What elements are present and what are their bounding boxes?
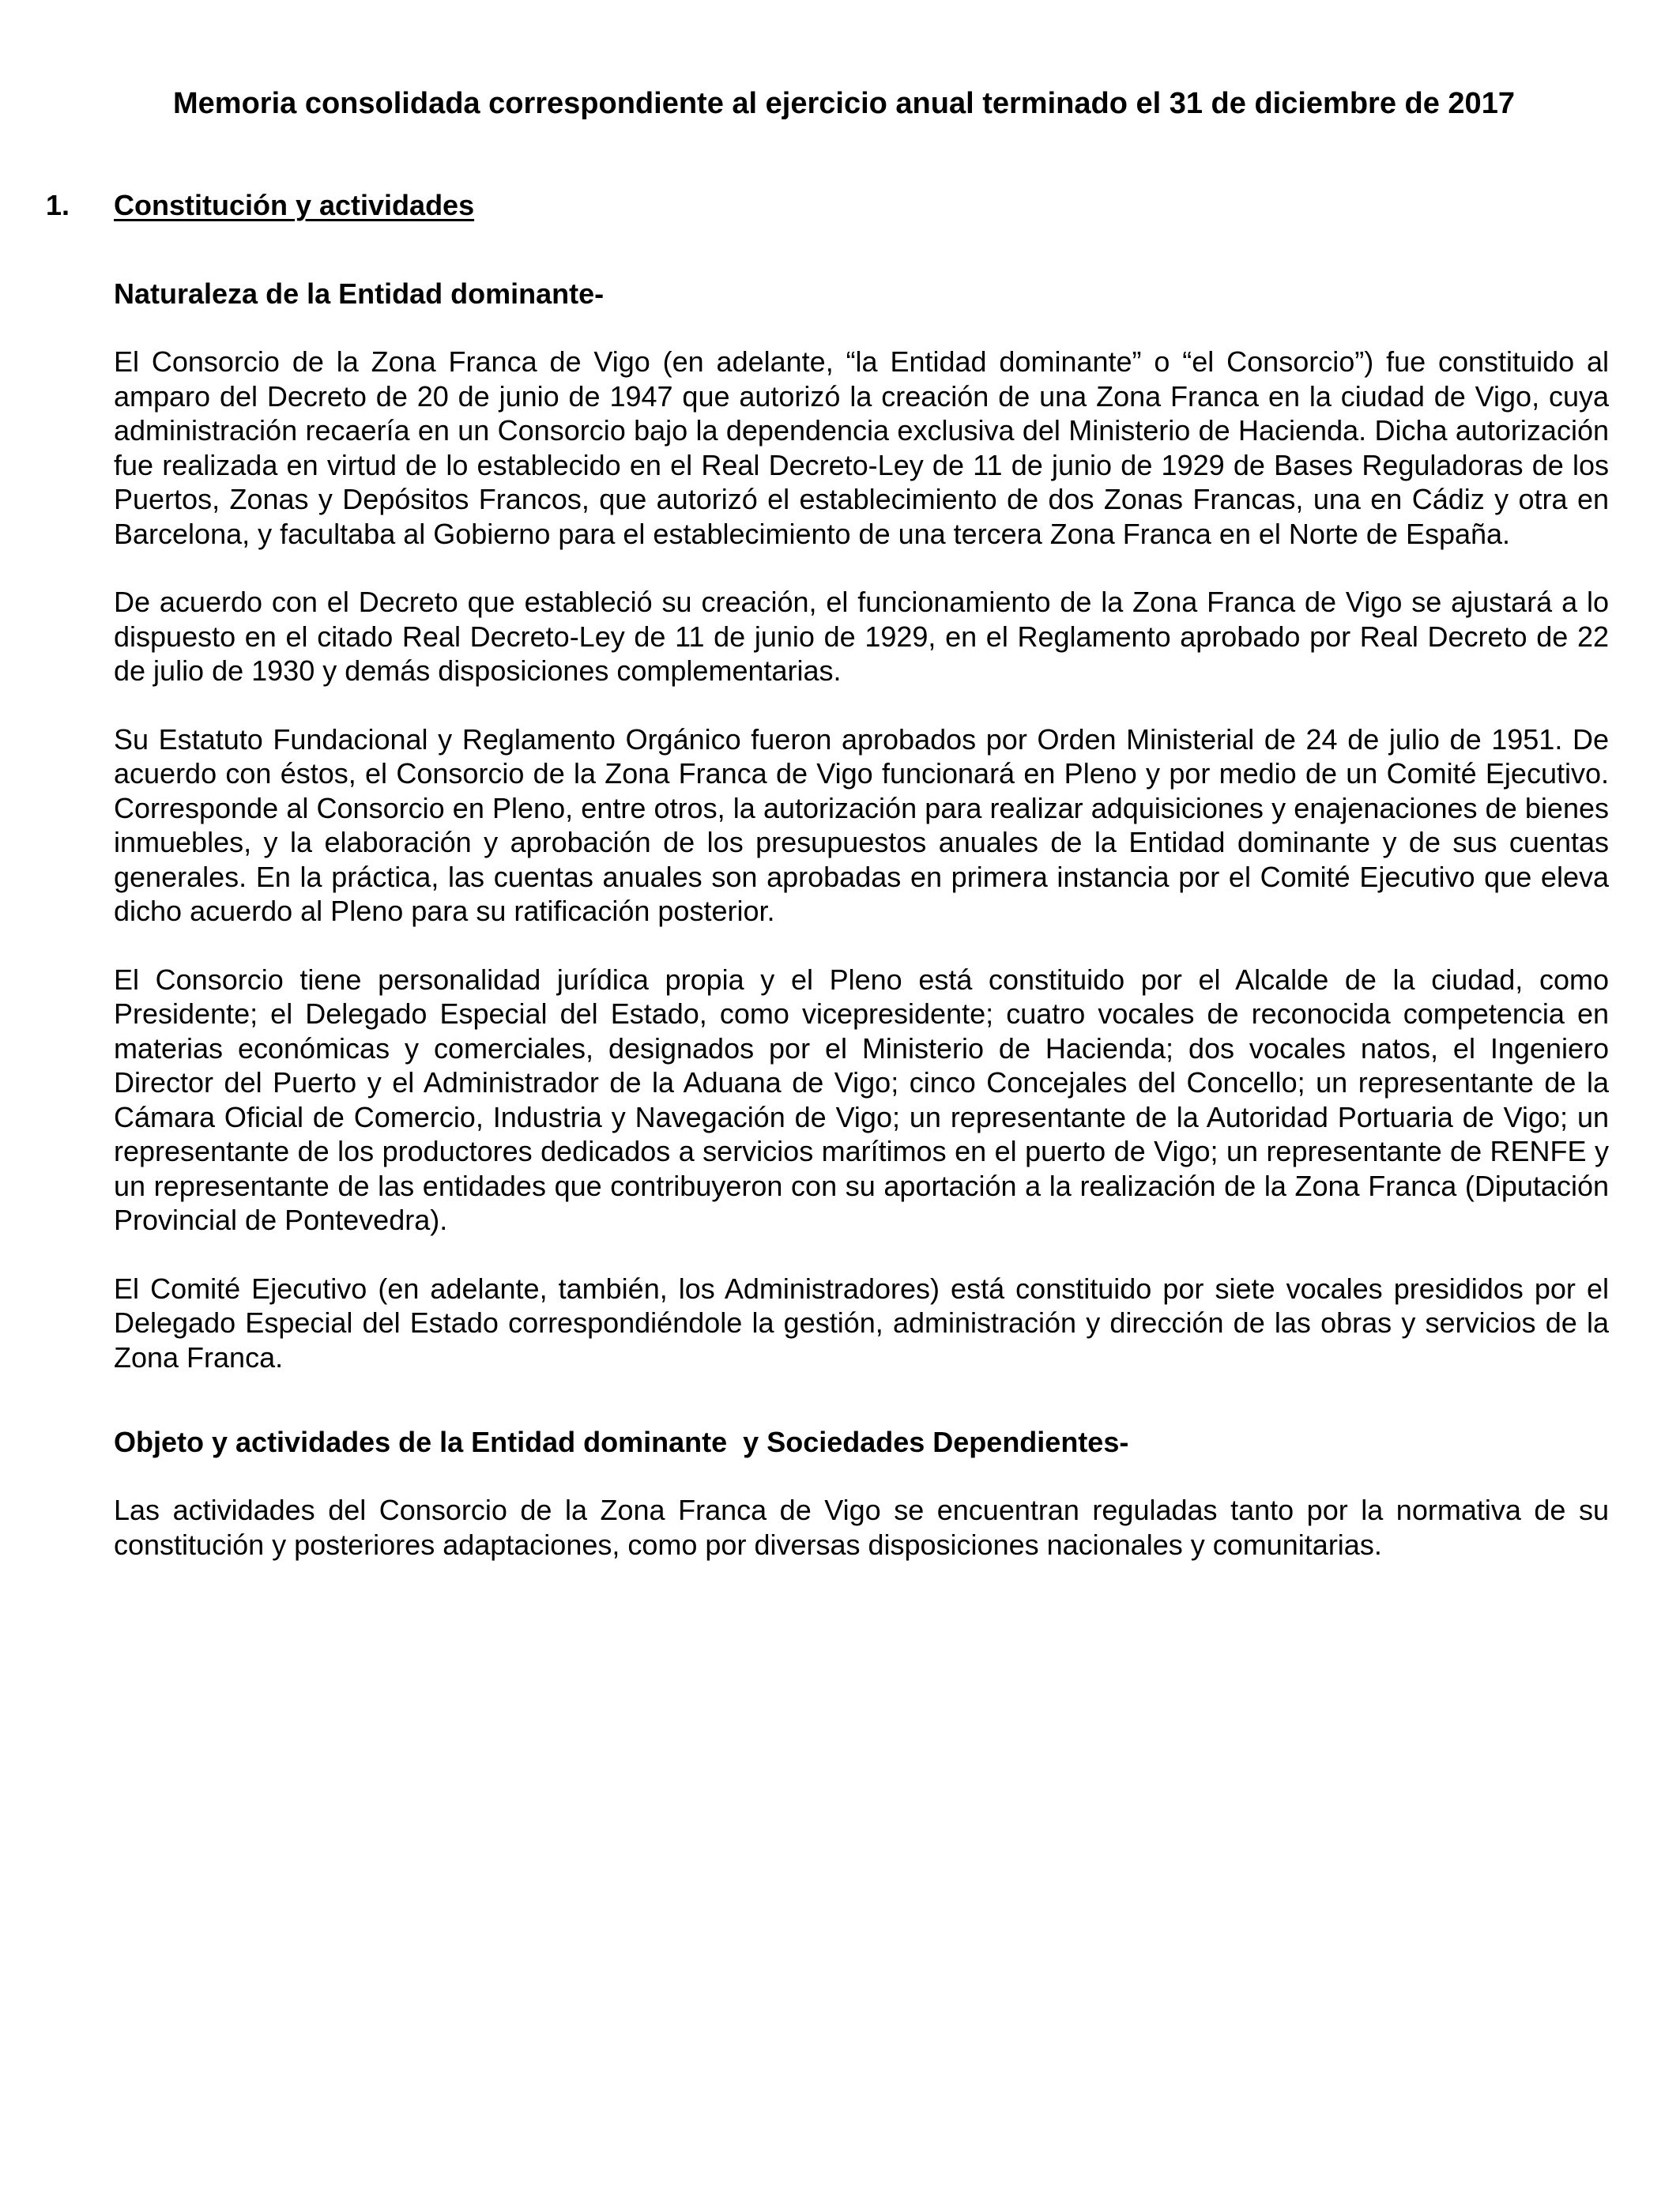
paragraph: Las actividades del Consorcio de la Zona Franca de Vigo se encuentran reguladas tanto por la normativa de su constitución y posteriores adaptaciones, como por diversas disposiciones nacionales y comunitarias. — [114, 1494, 1609, 1561]
paragraph: De acuerdo con el Decreto que estableció su creación, el funcionamiento de la Zona Franca de Vigo se ajustará a lo dispuesto en el citado Real Decreto-Ley de 11 de junio de 1929, en el Reglamento aprobado por Real Decreto de 22 de julio de 1930 y demás disposiciones complementarias. — [114, 586, 1609, 687]
paragraph: Su Estatuto Fundacional y Reglamento Orgánico fueron aprobados por Orden Ministerial de 24 de julio de 1951. De acuerdo con éstos, el Consorcio de la Zona Franca de Vigo funcionará en Pleno y por medio de un Comité Ejecutivo. Corresponde al Consorcio en Pleno, entre otros, la autorización para realizar adquisiciones y enajenaciones de bienes inmuebles, y la elaboración y aprobación de los presupuestos anuales de la Entidad dominante y de sus cuentas generales. En la práctica, las cuentas anuales son aprobadas en primera instancia por el Comité Ejecutivo que eleva dicho acuerdo al Pleno para su ratificación posterior. — [114, 722, 1609, 927]
paragraph: El Consorcio tiene personalidad jurídica propia y el Pleno está constituido por el Alcalde de la ciudad, como Presidente; el Delegado Especial del Estado, como vicepresidente; cuatro vocales de reconocida competencia en materias económicas y comerciales, designados por el Ministerio de Hacienda; dos vocales natos, el Ingeniero Director del Puerto y el Administrador de la Aduana de Vigo; cinco Concejales del Concello; un representante de la Cámara Oficial de Comercio, Industria y Navegación de Vigo; un representante de la Autoridad Portuaria de Vigo; un representante de los productores dedicados a servicios marítimos en el puerto de Vigo; un representante de RENFE y un representante de las entidades que contribuyeron con su aportación a la realización de la Zona Franca (Diputación Provincial de Pontevedra). — [114, 963, 1609, 1236]
subsection-heading-naturaleza: Naturaleza de la Entidad dominante- — [114, 277, 605, 310]
section-title: Constitución y actividades — [114, 189, 475, 221]
subsection-heading-objeto: Objeto y actividades de la Entidad dominante y Sociedades Dependientes- — [114, 1426, 1129, 1458]
paragraph: El Consorcio de la Zona Franca de Vigo (en adelante, “la Entidad dominante” o “el Consorcio”) fue constituido al amparo del Decreto de 20 de junio de 1947 que autorizó la creación de una Zona Franca en la ciudad de Vigo, cuya administración recaería en un Consorcio bajo la dependencia exclusiva del Ministerio de Hacienda. Dicha autorización fue realizada en virtud de lo establecido en el Real Decreto-Ley de 11 de junio de 1929 de Bases Reguladoras de los Puertos, Zonas y Depósitos Francos, que autorizó el establecimiento de dos Zonas Francas, una en Cádiz y otra en Barcelona, y facultaba al Gobierno para el establecimiento de una tercera Zona Franca en el Norte de España. — [114, 345, 1609, 550]
paragraph: El Comité Ejecutivo (en adelante, también, los Administradores) está constituido por siete vocales presididos por el Delegado Especial del Estado correspondiéndole la gestión, administración y dirección de las obras y servicios de la Zona Franca. — [114, 1272, 1609, 1374]
document-body — [114, 277, 1609, 1562]
section-number: 1. — [46, 189, 70, 221]
document-title: Memoria consolidada correspondiente al ejercicio anual terminado el 31 de diciembre de 2017 — [173, 87, 1515, 120]
section-heading — [46, 188, 474, 223]
